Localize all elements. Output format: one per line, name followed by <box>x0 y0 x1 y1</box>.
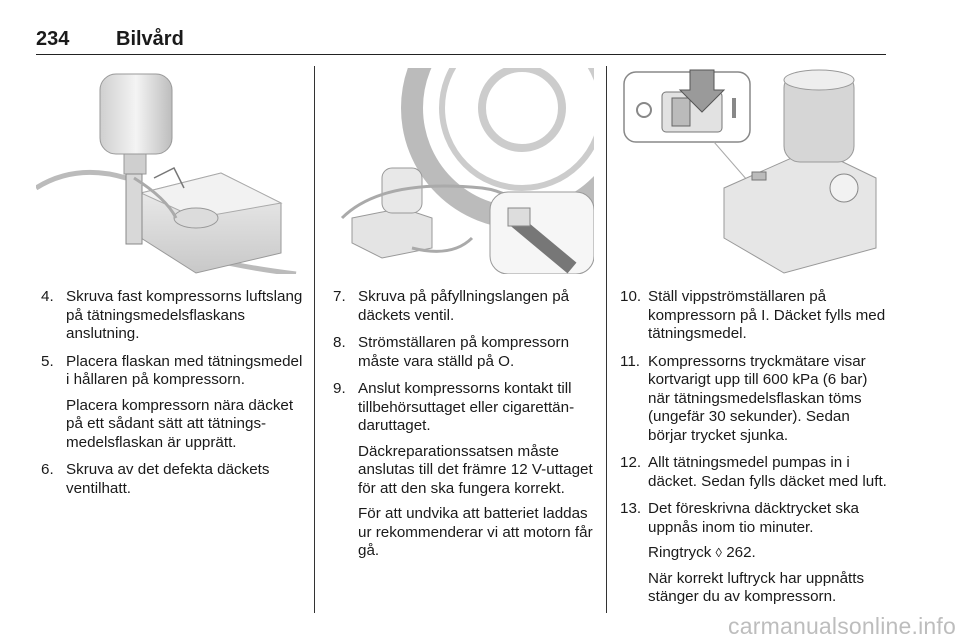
step-text: Ställ vippströmställaren på kompressorn på I. Däcket fylls med tätningsmedel. <box>648 288 886 342</box>
page-header <box>36 26 886 55</box>
column-2-text <box>333 288 597 570</box>
step-number: 11. <box>620 352 640 370</box>
step-4 <box>41 288 303 344</box>
step-text: Placera flaskan med tätningsmedel i hållaren på kompressorn. <box>66 352 303 388</box>
step-12 <box>620 454 888 491</box>
reference-link[interactable]: 262. <box>726 544 756 561</box>
switch-compressor-drawing <box>614 68 886 274</box>
step-10 <box>620 288 888 344</box>
illustration-bottle-on-compressor <box>36 68 300 274</box>
step-text: Det föreskrivna däcktrycket ska uppnås inom tio minuter. <box>648 500 860 536</box>
column-1-text <box>41 288 303 507</box>
step-13 <box>620 500 888 607</box>
bottle-compressor-drawing <box>36 68 300 274</box>
reference-label: Ringtryck <box>648 544 712 561</box>
page-number: 234 <box>36 28 70 50</box>
step-number: 5. <box>41 352 54 370</box>
step-number: 6. <box>41 461 54 478</box>
column-3-text <box>620 288 888 616</box>
step-text: Kompressorns tryckmätare visar kortvarigt upp till 600 kPa (6 bar) när tätningsmedelsflaskan töms (ungefär 30 sekunder). Sedan börjar trycket sjunka. <box>648 352 868 444</box>
step-number: 4. <box>41 288 54 305</box>
column-divider-1 <box>314 66 315 613</box>
step-8 <box>333 334 597 371</box>
step-note: När korrekt luftryck har uppnåtts stänger du av kompressorn. <box>648 569 865 605</box>
step-11 <box>620 353 888 446</box>
step-5 <box>41 353 303 453</box>
step-number: 10. <box>620 288 642 305</box>
step-text: Strömställaren på kompressorn måste vara ställd på O. <box>358 334 570 370</box>
step-text: Allt tätningsmedel pumpas in i däcket. Sedan fylls däcket med luft. <box>648 454 887 490</box>
hose-valve-drawing <box>322 68 594 274</box>
illustration-switch-position <box>614 68 886 274</box>
step-text: Skruva fast kompressorns luftslang på tätningsmedelsflaskans anslutning. <box>66 288 303 342</box>
illustration-hose-on-valve <box>322 68 594 274</box>
step-number: 8. <box>333 334 346 351</box>
chapter-title: Bilvård <box>116 28 184 50</box>
step-6 <box>41 461 303 498</box>
step-number: 7. <box>333 288 346 305</box>
page-reference-icon: ◊ <box>715 545 722 560</box>
step-note: Placera kompressorn nära däcket på ett sådant sätt att tätningsmedelsflaskan är upprätt. <box>66 396 294 451</box>
column-divider-2 <box>606 66 607 613</box>
step-note: Däckreparationssatsen måste anslutas till det främre 12 V-uttaget för att den ska fungera korrekt. <box>358 442 593 497</box>
step-note: För att undvika att batteriet laddas ur rekommenderar vi att motorn får gå. <box>358 505 593 559</box>
step-text: Skruva på påfyllningslangen på däckets ventil. <box>358 288 570 324</box>
cross-reference <box>648 544 888 563</box>
step-text: Anslut kompressorns kontakt till tillbehörsuttaget eller cigarettändaruttaget. <box>358 380 575 434</box>
step-number: 12. <box>620 454 642 471</box>
watermark: carmanualsonline.info <box>728 613 956 639</box>
step-number: 9. <box>333 380 346 397</box>
step-text: Skruva av det defekta däckets ventilhatt. <box>66 461 270 497</box>
step-number: 13. <box>620 500 642 517</box>
step-9 <box>333 380 597 561</box>
step-7 <box>333 288 597 325</box>
